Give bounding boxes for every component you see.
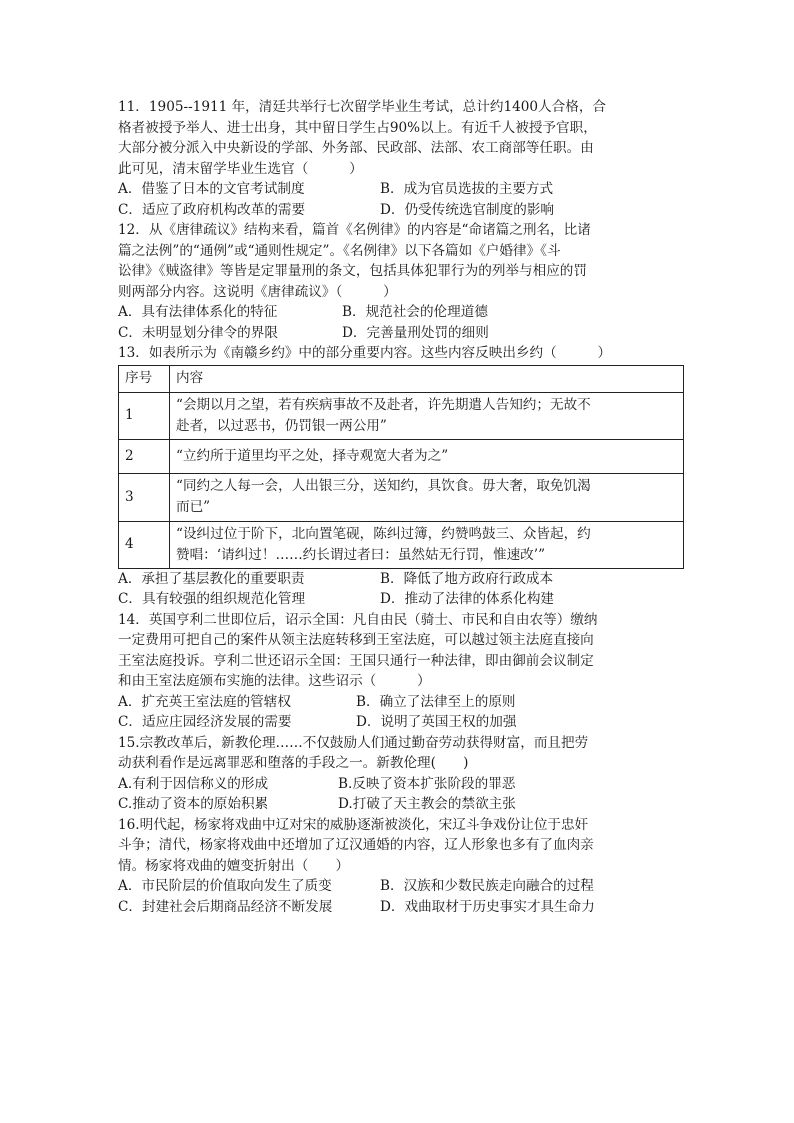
question-15-option-b[interactable]: B.反映了资本扩张阶段的罪恶 (338, 775, 516, 792)
table-header-content: 内容 (170, 365, 684, 392)
question-15-option-d[interactable]: D.打破了天主教会的禁欲主张 (338, 796, 516, 812)
table-cell-line: “同约之人每一会，人出银三分，送知约，具饮食。毋大奢，取免饥渴 (176, 478, 591, 494)
question-14-option-a[interactable]: A．扩充英王室法庭的管辖权 (118, 693, 291, 710)
question-12-stem-line: 12．从《唐律疏议》结构来看，篇首《名例律》的内容是“命诸篇之刑名，比诸 (118, 222, 591, 238)
table-row (119, 439, 684, 473)
table-cell-content (170, 521, 684, 568)
question-16-stem-line: 16.明代起，杨家将戏曲中辽对宋的威胁逐渐被淡化，宋辽斗争戏份让位于忠奸 (118, 816, 589, 833)
question-12 (118, 220, 684, 343)
question-13-option-c[interactable]: C．具有较强的组织规范化管理 (118, 591, 306, 607)
question-15-stem-line: 15.宗教改革后，新教伦理……不仅鼓励人们通过勤奋劳动获得财富，而且把劳 (118, 734, 589, 751)
exam-page (118, 97, 684, 917)
table-row (119, 392, 684, 439)
question-11-option-a[interactable]: A．借鉴了日本的文官考试制度 (118, 181, 305, 197)
question-15-option-a[interactable]: A.有利于因信称义的形成 (118, 775, 269, 792)
question-16-option-a[interactable]: A．市民阶层的价值取向发生了质变 (118, 878, 332, 894)
question-12-option-c[interactable]: C．未明显划分律令的界限 (118, 324, 278, 341)
question-14-option-d[interactable]: D．说明了英国王权的加强 (356, 714, 517, 730)
table-cell-line: 赞唱：‘请纠过！……约长谓过者曰：虽然姑无行罚，惟速改’” (176, 546, 546, 563)
table-cell-content (170, 439, 684, 473)
table-cell-line: 而已” (176, 499, 211, 515)
question-16 (118, 815, 684, 918)
question-13-table (118, 365, 684, 569)
question-13-stem-line: 13．如表所示为《南赣乡约》中的部分重要内容。这些内容反映出乡约（ ） (118, 345, 612, 361)
question-11-stem-line: 此可见，清末留学毕业生选官（ ） (118, 160, 363, 177)
question-15-option-c[interactable]: C.推动了资本的原始积累 (118, 796, 269, 812)
question-16-stem-line: 斗争；清代，杨家将戏曲中还增加了辽汉通婚的内容，辽人形象也多有了血肉亲 (118, 837, 594, 853)
table-cell-number: 4 (119, 521, 170, 568)
question-14-option-b[interactable]: B．确立了法律至上的原则 (356, 693, 516, 710)
table-header-number: 序号 (119, 365, 170, 392)
question-13-option-d[interactable]: D．推动了法律的体系化构建 (380, 591, 555, 607)
question-11 (118, 97, 684, 220)
question-14-stem-line: 一定费用可把自己的案件从领主法庭转移到王室法庭，可以越过领主法庭直接向 (118, 632, 594, 648)
question-14-stem-line: 和由王室法庭颁布实施的法律。这些诏示（ ） (118, 673, 431, 689)
table-cell-content (170, 473, 684, 521)
question-11-option-c[interactable]: C．适应了政府机构改革的需要 (118, 201, 306, 218)
table-cell-number: 3 (119, 473, 170, 521)
table-row (119, 521, 684, 568)
question-14-option-c[interactable]: C．适应庄园经济发展的需要 (118, 714, 292, 730)
table-cell-line: “设纠过位于阶下，北向置笔砚，陈纠过簿，约赞鸣鼓三、众皆起，约 (176, 525, 591, 542)
question-12-stem-line: 则两部分内容。这说明《唐律疏议》（ ） (118, 283, 397, 300)
table-cell-line: “立约所于道里均平之处，择寺观宽大者为之” (176, 447, 449, 464)
question-13-option-b[interactable]: B．降低了地方政府行政成本 (380, 570, 554, 587)
question-12-option-d[interactable]: D．完善量刑处罚的细则 (342, 324, 489, 341)
table-cell-line: 赴者，以过恶书，仍罚银一两公用” (176, 417, 387, 434)
question-11-option-b[interactable]: B．成为官员选拔的主要方式 (380, 181, 554, 197)
question-16-option-b[interactable]: B．汉族和少数民族走向融合的过程 (380, 878, 594, 894)
table-cell-content (170, 392, 684, 439)
table-row (119, 473, 684, 521)
question-15-stem-line: 动获利看作是远离罪恶和堕落的手段之一。新教伦理( ) (118, 755, 469, 771)
question-12-option-a[interactable]: A．具有法律体系化的特征 (118, 304, 278, 320)
question-11-stem-line: 11．1905--1911 年，清廷共举行七次留学毕业生考试，总计约1400人合格，合 (118, 99, 607, 115)
question-12-option-b[interactable]: B．规范社会的伦理道德 (342, 304, 488, 320)
table-cell-number: 1 (119, 392, 170, 439)
table-cell-number: 2 (119, 439, 170, 473)
question-14 (118, 610, 684, 733)
question-12-stem-line: 讼律》《贼盗律》等皆是定罪量刑的条文，包括具体犯罪行为的列举与相应的罚 (118, 263, 587, 279)
question-11-stem-line: 大部分被分派入中央新设的学部、外务部、民政部、法部、农工商部等任职。由 (118, 140, 594, 156)
question-11-option-d[interactable]: D．仍受传统选官制度的影响 (380, 201, 555, 218)
question-13-option-a[interactable]: A．承担了基层教化的重要职责 (118, 570, 305, 587)
question-16-stem-line: 情。杨家将戏曲的嬗变折射出（ ） (118, 857, 350, 874)
question-16-option-d[interactable]: D．戏曲取材于历史事实才具生命力 (380, 898, 595, 915)
table-cell-line: “会期以月之望，若有疾病事故不及赴者，许先期遣人告知约；无故不 (176, 396, 591, 413)
question-12-stem-line: 篇之法例”的“通例”或“通则性规定”。《名例律》以下各篇如《户婚律》《斗 (118, 242, 561, 259)
question-11-stem-line: 格者被授予举人、进士出身，其中留日学生占90%以上。有近千人被授予官职， (118, 119, 597, 136)
question-16-option-c[interactable]: C．封建社会后期商品经济不断发展 (118, 898, 333, 915)
question-13 (118, 343, 684, 610)
table-header-row (119, 365, 684, 392)
question-14-stem-line: 王室法庭投诉。亨利二世还诏示全国：王国只通行一种法律，即由御前会议制定 (118, 652, 594, 669)
question-15 (118, 733, 684, 815)
question-14-stem-line: 14．英国亨利二世即位后，诏示全国：凡自由民（骑士、市民和自由农等）缴纳 (118, 611, 598, 628)
